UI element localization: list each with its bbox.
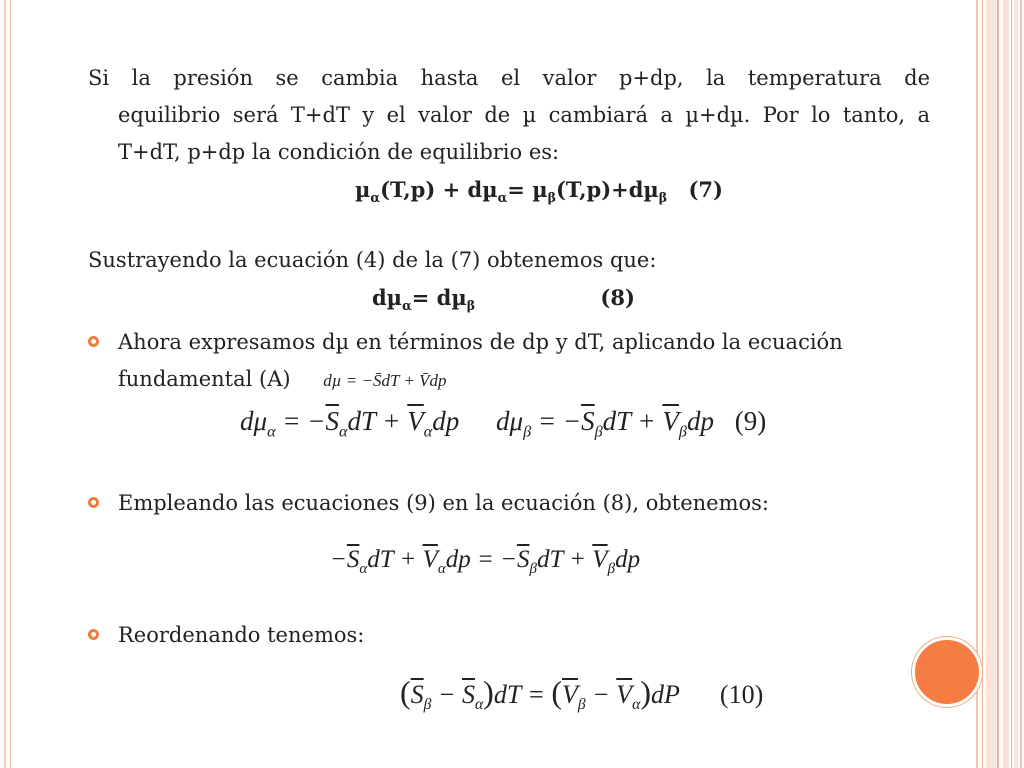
paragraph-1-line-2: equilibrio será T+dT y el valor de µ cambiará a µ+dµ. Por lo tanto, a <box>118 103 930 127</box>
bullet-icon <box>88 336 99 347</box>
bullet-1-line-1: Ahora expresamos dµ en términos de dp y dT, aplicando la ecuación <box>118 330 843 355</box>
bullet-icon <box>88 629 99 640</box>
bullet-1-line-2: fundamental (A) <box>118 367 291 392</box>
left-border <box>0 0 11 768</box>
bullet-2: Empleando las ecuaciones (9) en la ecuación (8), obtenemos: <box>88 485 960 522</box>
paragraph-1-line-1: Si la presión se cambia hasta el valor p+dp, la temperatura de <box>88 66 930 90</box>
slide-body <box>88 60 930 399</box>
right-decorative-stripes <box>976 0 1024 768</box>
bullet-3: Reordenando tenemos: <box>88 617 960 654</box>
equation-9: $d\mu_\alpha = -\overline{S}_\alpha dT + \overline{V}_\alpha dp$ $d\mu_\beta = -\overline{S}_\beta dT + \overline{V}_\beta dp$ (9) <box>240 406 767 441</box>
paragraph-2: Sustrayendo la ecuación (4) de la (7) obtenemos que: <box>88 248 657 273</box>
equation-8: dµ$_\alpha$= dµ$_\beta$ (8) <box>372 285 635 314</box>
bullet-1 <box>88 324 930 399</box>
bullet-icon <box>88 497 99 508</box>
equation-A: dµ = −S̄dT + V̄dp <box>323 371 447 391</box>
paragraph-1 <box>88 60 930 171</box>
equation-10: $(\overline{S}_\beta - \overline{S}_\alpha)dT = (\overline{V}_\beta - \overline{V}_\alpha)dP$ (10) <box>400 674 764 714</box>
equation-7: µ$_\alpha$(T,p) + dµ$_\alpha$= µ$_\beta$(T,p)+dµ$_\beta$ (7) <box>355 177 723 206</box>
equation-9-substituted: $-\overline{S}_\alpha dT + \overline{V}_\alpha dp = -\overline{S}_\beta dT + \overline{V}_\beta dp$ <box>330 546 641 577</box>
paragraph-1-line-3: T+dT, p+dp la condición de equilibrio es: <box>118 140 560 164</box>
